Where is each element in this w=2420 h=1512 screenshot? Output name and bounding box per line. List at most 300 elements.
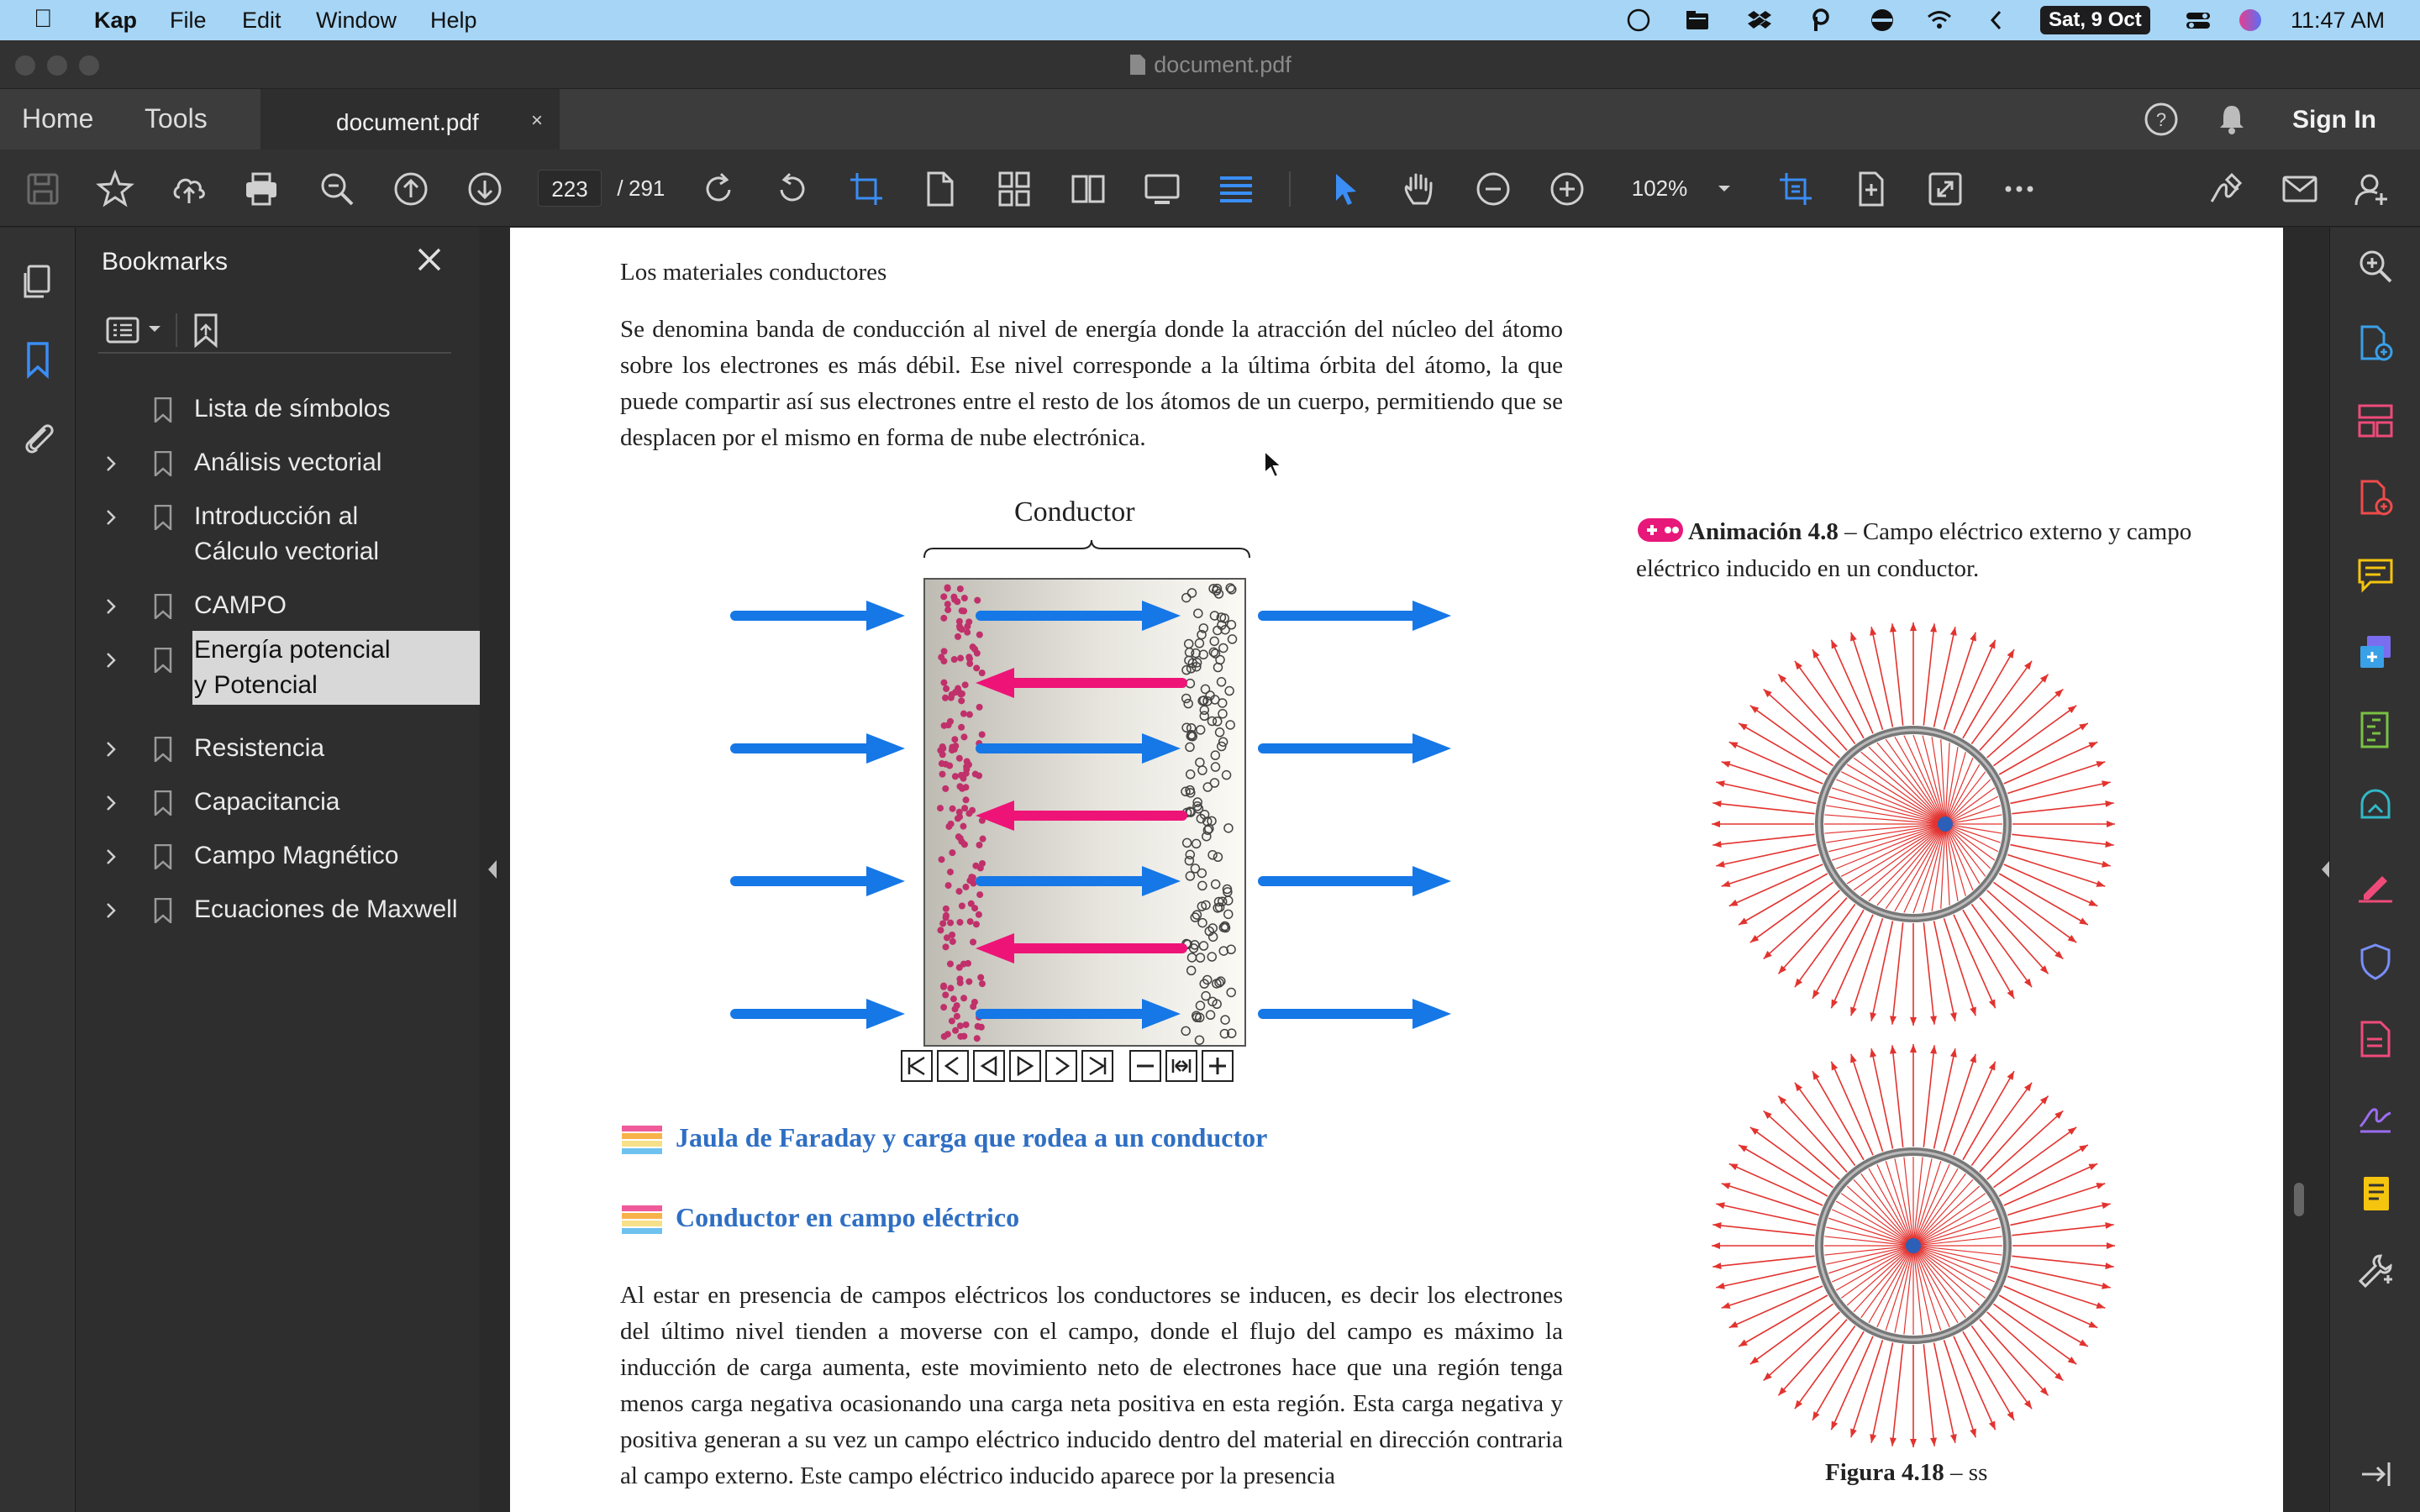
organize-pages-icon[interactable] (2355, 401, 2396, 441)
field-arrowhead (1712, 801, 1721, 807)
section-bars-icon (620, 1124, 664, 1158)
inner-field-line (1904, 736, 1945, 824)
field-arrowhead (1812, 990, 1819, 999)
inner-field-line (1854, 758, 1945, 824)
negative-charge (944, 606, 951, 613)
negative-charge (979, 731, 986, 738)
field-arrowhead (2105, 1263, 2113, 1269)
next-page-icon[interactable] (466, 170, 504, 208)
external-field-arrow-left (735, 601, 905, 631)
page-number-input[interactable]: 223 (538, 170, 602, 207)
inner-field-line (1945, 824, 2001, 843)
field-line (1716, 782, 1816, 803)
reset-speed-button[interactable] (1166, 1051, 1197, 1081)
radial-field-external (1712, 622, 2115, 1026)
field-arrowhead (1870, 627, 1876, 636)
bookmark-item[interactable] (102, 896, 471, 932)
paragraph-conduction-band: Se denomina banda de conducción al nivel de energía donde la atracción del núcleo del átomo sobre los electrones es más débil. Ese nivel corresponde a la última órbita del átomo, la que puede compartir así sus electrones entre el resto de los átomos de un cuerpo, permitiendo que se desplacen por el mismo en forma de nube electrónica. (620, 316, 1563, 451)
read-mode-icon[interactable] (1217, 170, 1255, 208)
radial-field-induced (1712, 1044, 2115, 1447)
field-line (1716, 1267, 1816, 1288)
field-arrowhead (2105, 801, 2113, 807)
negative-charge (974, 597, 981, 604)
inner-field-line (1945, 824, 1986, 876)
field-arrowhead (2068, 1357, 2076, 1364)
edit-pdf-icon[interactable] (2355, 787, 2396, 827)
negative-charge (944, 585, 951, 592)
page-total: 291 (629, 176, 666, 201)
field-arrowhead (2096, 880, 2106, 887)
negative-charge (941, 1033, 948, 1040)
bookmark-label: Ecuaciones de Maxwell (194, 895, 458, 923)
link-conductor-field[interactable] (620, 1202, 1019, 1237)
vertical-scrollbar-thumb[interactable] (2294, 1183, 2304, 1216)
zoom-search-icon[interactable] (318, 170, 356, 208)
external-field-arrow-left (735, 866, 905, 896)
field-arrowhead (2068, 935, 2076, 942)
animation-caption (1636, 513, 2207, 587)
negative-charge (943, 685, 950, 692)
inner-field-line (1847, 764, 1945, 824)
select-cursor-icon[interactable] (1326, 170, 1365, 208)
star-icon[interactable] (96, 170, 134, 208)
bookmark-item[interactable] (102, 843, 471, 878)
negative-charge (980, 836, 986, 843)
field-arrowhead (1850, 1429, 1857, 1438)
print-icon[interactable] (242, 170, 281, 208)
negative-charge (965, 979, 972, 985)
negative-charge (942, 785, 949, 792)
field-arrowhead (1729, 1321, 1739, 1328)
negative-charge (976, 632, 983, 638)
menu-app-name[interactable]: Kap (94, 8, 138, 33)
bookmark-ribbon-icon (154, 898, 172, 923)
bookmark-label: Introducción al (194, 502, 359, 530)
negative-charge (954, 598, 960, 605)
protect-shield-icon[interactable] (2355, 942, 2396, 982)
document-tab[interactable] (260, 89, 560, 150)
last-frame-button[interactable] (1082, 1051, 1113, 1081)
field-arrowhead (2007, 649, 2014, 659)
negative-charge (974, 1035, 981, 1042)
field-arrowhead (1812, 1071, 1819, 1080)
fit-page-icon[interactable] (1776, 170, 1815, 208)
field-arrowhead (1970, 1054, 1976, 1063)
negative-charge (954, 1002, 960, 1009)
field-arrowhead (2088, 900, 2097, 906)
negative-charge (947, 984, 954, 991)
field-arrowhead (1989, 1420, 1996, 1430)
wifi-icon[interactable] (1926, 7, 1953, 34)
field-arrowhead (1970, 633, 1976, 642)
combine-files-icon[interactable] (2355, 633, 2396, 673)
field-arrowhead (1795, 979, 1802, 987)
control-center-icon[interactable] (2185, 7, 2212, 34)
negative-charge (972, 863, 979, 869)
negative-charge (949, 932, 955, 938)
play-button[interactable] (1010, 1051, 1040, 1081)
zoom-out-icon[interactable] (1474, 170, 1512, 208)
negative-charge (958, 697, 965, 704)
send-for-review-icon[interactable] (2355, 1173, 2396, 1214)
bookmark-item[interactable] (102, 396, 471, 431)
negative-charge (957, 585, 964, 592)
field-line (2012, 1256, 2113, 1267)
document-icon (1128, 54, 1147, 76)
negative-charge (949, 849, 955, 856)
negative-charge (971, 905, 978, 911)
field-line (1871, 1048, 1892, 1148)
collapse-left-panel-icon[interactable] (486, 858, 499, 880)
bookmark-ribbon-icon (154, 451, 172, 476)
negative-charge (951, 656, 958, 663)
inner-field-line (1913, 1246, 1995, 1282)
field-line (1923, 623, 1934, 725)
field-arrowhead (1795, 1083, 1802, 1091)
inner-field-line (1913, 1246, 1949, 1327)
window-title-text: document.pdf (1154, 52, 1292, 77)
zoom-dropdown-chevron-icon[interactable] (1716, 183, 1733, 195)
create-pdf-icon[interactable] (2355, 478, 2396, 518)
field-arrowhead (1716, 780, 1725, 787)
negative-charge (951, 736, 958, 743)
field-arrowhead (2024, 1083, 2032, 1091)
close-panel-icon[interactable] (414, 244, 445, 275)
field-line (1934, 921, 1955, 1021)
nav-tools[interactable]: Tools (145, 103, 208, 134)
fit-width-icon[interactable] (1852, 170, 1891, 208)
field-arrowhead (2024, 661, 2032, 669)
field-arrowhead (2024, 979, 2032, 987)
expand-chevron-icon[interactable] (102, 597, 120, 616)
field-arrowhead (1950, 1012, 1957, 1021)
nav-home[interactable]: Home (22, 103, 94, 134)
inner-field-line (1913, 1210, 1995, 1246)
tab-close-icon[interactable]: × (531, 109, 544, 132)
prepare-form-icon[interactable] (2355, 1019, 2396, 1059)
field-arrowhead (1812, 1411, 1819, 1420)
bookmark-label-line2: Cálculo vectorial (194, 538, 380, 565)
single-page-icon[interactable] (921, 170, 960, 208)
radial-field-figure (1703, 614, 2123, 1454)
negative-charge (960, 823, 966, 830)
collapse-tools-pane-icon[interactable] (2355, 1454, 2396, 1494)
field-line (1871, 921, 1892, 1021)
field-arrowhead (2105, 841, 2113, 848)
vpn-shield-icon[interactable] (1869, 7, 1896, 34)
bookmark-item[interactable] (102, 503, 471, 574)
negative-charge (947, 920, 954, 927)
field-arrowhead (2107, 821, 2115, 827)
animation-player-controls (902, 1051, 1233, 1081)
negative-charge (943, 912, 950, 919)
field-arrowhead (1722, 761, 1731, 768)
request-signatures-icon[interactable] (2355, 1096, 2396, 1137)
field-arrowhead (1890, 1045, 1897, 1053)
field-line (1851, 918, 1883, 1016)
bookmark-label: Lista de símbolos (194, 395, 391, 423)
record-status-icon[interactable] (1625, 7, 1652, 34)
help-icon[interactable] (2143, 101, 2180, 138)
negative-charge (952, 1027, 959, 1034)
field-arrowhead (1750, 706, 1759, 713)
field-arrowhead (1831, 640, 1838, 649)
inner-field-line (1832, 1210, 1913, 1246)
bookmark-item[interactable] (102, 449, 471, 485)
external-field-arrow-left (735, 999, 905, 1029)
dropbox-icon[interactable] (1746, 7, 1773, 34)
cloud-upload-icon[interactable] (170, 170, 208, 208)
zoom-level-select[interactable]: 102% (1631, 176, 1688, 201)
field-arrowhead (1989, 640, 1996, 649)
figure-caption-title: Figura 4.18 (1825, 1459, 1944, 1486)
field-arrowhead (1870, 1048, 1876, 1058)
field-arrowhead (1910, 622, 1917, 631)
negative-charge (964, 623, 971, 630)
negative-charge (956, 919, 963, 926)
field-arrowhead (1910, 1439, 1917, 1447)
inner-field-line (1877, 1246, 1913, 1327)
negative-charge (976, 911, 982, 918)
negative-charge (964, 758, 971, 764)
presentation-mode-icon[interactable] (1143, 170, 1181, 208)
negative-charge (958, 724, 965, 731)
bookmark-label-line2: y Potencial (194, 671, 318, 699)
negative-charge (942, 991, 949, 998)
save-icon[interactable] (24, 170, 62, 208)
field-arrowhead (2079, 1145, 2088, 1152)
inner-field-line (1886, 824, 1945, 909)
previous-page-icon[interactable] (392, 170, 430, 208)
bookmark-ribbon-icon (154, 594, 172, 619)
date-badge[interactable]: Sat, 9 Oct (2040, 6, 2150, 34)
negative-charge (940, 615, 947, 622)
field-arrowhead (1831, 1062, 1838, 1071)
menu-edit[interactable]: Edit (242, 8, 281, 33)
field-arrowhead (1716, 1202, 1725, 1209)
negative-charge (939, 751, 946, 758)
inner-field-line (1854, 824, 1945, 890)
options-dropdown-chevron-icon[interactable] (147, 323, 162, 335)
negative-charge (976, 704, 983, 711)
paragraph-conductor-in-field: Al estar en presencia de campos eléctricos los conductores se inducen, es decir los electrones del último nivel tienden a moverse con el campo, donde el flujo del campo es máximo la inducción de carga aumenta, este movimiento neto de electrones hace que una región tenga menos carga negativa ocasionando una carga neta positiva en esta región. Esta carga negativa y positiva generan a su vez un campo eléctrico inducido dentro del material en dirección contraria al campo externo. Este campo eléctrico inducido aparece por la presencia (620, 1282, 1563, 1489)
field-arrowhead (2096, 761, 2106, 768)
bookmark-ribbon-icon (154, 397, 172, 423)
inner-field-line (1945, 806, 2001, 824)
field-arrowhead (1930, 623, 1937, 632)
field-line (1944, 633, 1975, 730)
field-arrowhead (2088, 1163, 2097, 1170)
gamepad-icon (1636, 517, 1685, 543)
expand-chevron-icon[interactable] (102, 454, 120, 473)
email-icon[interactable] (2281, 170, 2319, 208)
page-separator: / (617, 176, 623, 201)
negative-charge (957, 1033, 964, 1040)
inner-field-line (1832, 824, 1945, 860)
share-user-icon[interactable] (2353, 170, 2391, 208)
compress-pdf-icon[interactable] (2355, 710, 2396, 750)
bookmark-label: Capacitancia (194, 788, 340, 816)
menu-window[interactable]: Window (316, 8, 397, 33)
more-tools-icon[interactable] (2000, 170, 2039, 208)
field-line (2007, 1184, 2105, 1215)
field-line (2010, 845, 2110, 866)
negative-charge (956, 755, 963, 762)
field-arrowhead (1750, 1127, 1759, 1135)
point-charge (1906, 1238, 1921, 1253)
zoom-tool-icon[interactable] (2355, 246, 2396, 286)
request-signature-icon[interactable] (2207, 170, 2245, 208)
negative-charge (960, 995, 967, 1001)
field-arrowhead (2107, 1242, 2115, 1249)
p-app-icon[interactable] (1807, 7, 1833, 34)
crop-pages-icon[interactable] (847, 170, 886, 208)
add-bookmark-icon[interactable] (187, 312, 226, 350)
negative-charge (949, 1017, 955, 1024)
field-arrowhead (2024, 1400, 2032, 1409)
rotate-counterclockwise-icon[interactable] (773, 170, 812, 208)
first-frame-button[interactable] (902, 1051, 932, 1081)
menubar-clock[interactable]: 11:47 AM (2291, 8, 2386, 33)
link-faraday-cage-text: Jaula de Faraday y carga que rodea a un conductor (676, 1122, 1268, 1152)
field-arrowhead (1989, 1062, 1996, 1071)
two-page-view-icon[interactable] (1069, 170, 1107, 208)
field-arrowhead (2096, 1302, 2106, 1309)
menu-help[interactable]: Help (430, 8, 477, 33)
bookmark-item[interactable] (102, 735, 471, 770)
macos-menubar (0, 0, 2420, 40)
rotate-clockwise-icon[interactable] (699, 170, 738, 208)
negative-charge (955, 815, 961, 822)
field-arrowhead (1712, 1242, 1720, 1249)
field-arrowhead (1831, 1420, 1838, 1430)
menu-file[interactable]: File (170, 8, 207, 33)
expand-chevron-icon[interactable] (102, 740, 120, 759)
bookmark-panel-icon[interactable] (18, 340, 57, 379)
figure-caption (1825, 1459, 1987, 1487)
bookmark-item[interactable] (102, 592, 471, 627)
negative-charge (950, 995, 957, 1002)
negative-charge (957, 1022, 964, 1029)
window-titlebar (0, 40, 2420, 89)
external-field-arrow-right (1263, 601, 1451, 631)
field-arrowhead (1930, 1045, 1937, 1053)
negative-charge (970, 939, 976, 946)
bookmark-item[interactable] (102, 789, 471, 824)
field-line (1944, 1054, 1975, 1152)
left-navigation-rail (0, 228, 76, 1512)
negative-charge (964, 629, 971, 636)
external-field-arrow-right (1263, 733, 1451, 764)
negative-charge (965, 654, 972, 660)
negative-charge (940, 1004, 947, 1011)
field-arrowhead (1890, 1016, 1897, 1024)
field-arrowhead (2102, 861, 2111, 868)
field-line (2010, 1267, 2110, 1288)
scrolling-view-icon[interactable] (995, 170, 1034, 208)
comment-icon[interactable] (2355, 555, 2396, 596)
field-arrowhead (1831, 999, 1838, 1008)
attachments-paperclip-icon[interactable] (18, 417, 57, 456)
field-line (2007, 762, 2105, 794)
negative-charge (973, 921, 980, 927)
field-arrowhead (1722, 1302, 1731, 1309)
hand-tool-icon[interactable] (1400, 170, 1439, 208)
negative-charge (959, 903, 965, 910)
more-tools-wrench-icon[interactable] (2355, 1251, 2396, 1291)
animation-caption-title: Animación 4.8 (1688, 518, 1839, 545)
slower-button[interactable] (1130, 1051, 1160, 1081)
field-arrowhead (2079, 1340, 2088, 1347)
field-arrowhead (2105, 1222, 2113, 1229)
sign-in-button[interactable]: Sign In (2292, 106, 2376, 134)
field-line (1716, 1204, 1816, 1225)
field-line (1712, 1225, 1814, 1236)
negative-charge (949, 743, 955, 750)
field-arrowhead (2068, 706, 2076, 713)
field-arrowhead (1729, 742, 1739, 748)
field-arrowhead (1716, 1283, 1725, 1289)
notification-bell-icon[interactable] (2213, 101, 2250, 138)
next-frame-button[interactable] (1046, 1051, 1076, 1081)
bookmark-ribbon-icon (154, 648, 172, 673)
bookmark-item-selected[interactable] (102, 636, 471, 722)
link-conductor-field-text: Conductor en campo eléctrico (676, 1202, 1020, 1232)
inner-field-line (1886, 739, 1945, 824)
expand-chevron-icon[interactable] (102, 901, 120, 920)
page-thumbnails-icon[interactable] (18, 263, 57, 302)
inner-field-line (1877, 1164, 1913, 1246)
negative-charge (957, 655, 964, 662)
zoom-in-icon[interactable] (1548, 170, 1586, 208)
play-reverse-button[interactable] (974, 1051, 1004, 1081)
negative-charge (979, 669, 986, 676)
export-pdf-icon[interactable] (2355, 323, 2396, 364)
field-arrowhead (1970, 1007, 1976, 1016)
negative-charge (962, 884, 969, 890)
prev-frame-button[interactable] (938, 1051, 968, 1081)
field-line (1712, 1256, 1814, 1267)
negative-charge (937, 927, 944, 933)
bookmark-ribbon-icon (154, 737, 172, 762)
apple-menu-icon[interactable] (34, 5, 53, 34)
external-field-arrow-left (735, 733, 905, 764)
field-line (1892, 1045, 1903, 1147)
field-arrowhead (2096, 1183, 2106, 1189)
full-screen-icon[interactable] (1926, 170, 1965, 208)
expand-chevron-icon[interactable] (102, 794, 120, 812)
field-arrowhead (1850, 633, 1857, 642)
field-arrowhead (1850, 1007, 1857, 1016)
bookmark-options-icon[interactable] (105, 313, 144, 347)
expand-chevron-icon[interactable] (102, 508, 120, 527)
conductor-animation-figure (510, 538, 1602, 1311)
link-faraday-cage[interactable] (620, 1122, 1267, 1158)
expand-chevron-icon[interactable] (102, 848, 120, 866)
field-arrowhead (2102, 1202, 2111, 1209)
field-arrowhead (1795, 661, 1802, 669)
chevron-left-icon[interactable] (1983, 7, 2010, 34)
faster-button[interactable] (1202, 1051, 1233, 1081)
document-tab-label: document.pdf (336, 109, 479, 135)
inner-field-line (1847, 824, 1945, 884)
expand-chevron-icon[interactable] (102, 651, 120, 669)
siri-icon[interactable] (2237, 7, 2264, 34)
fill-sign-icon[interactable] (2355, 864, 2396, 905)
folder-menu-icon[interactable] (1684, 7, 1711, 34)
field-arrowhead (1970, 1429, 1976, 1438)
mouse-pointer-icon (1263, 449, 1285, 480)
